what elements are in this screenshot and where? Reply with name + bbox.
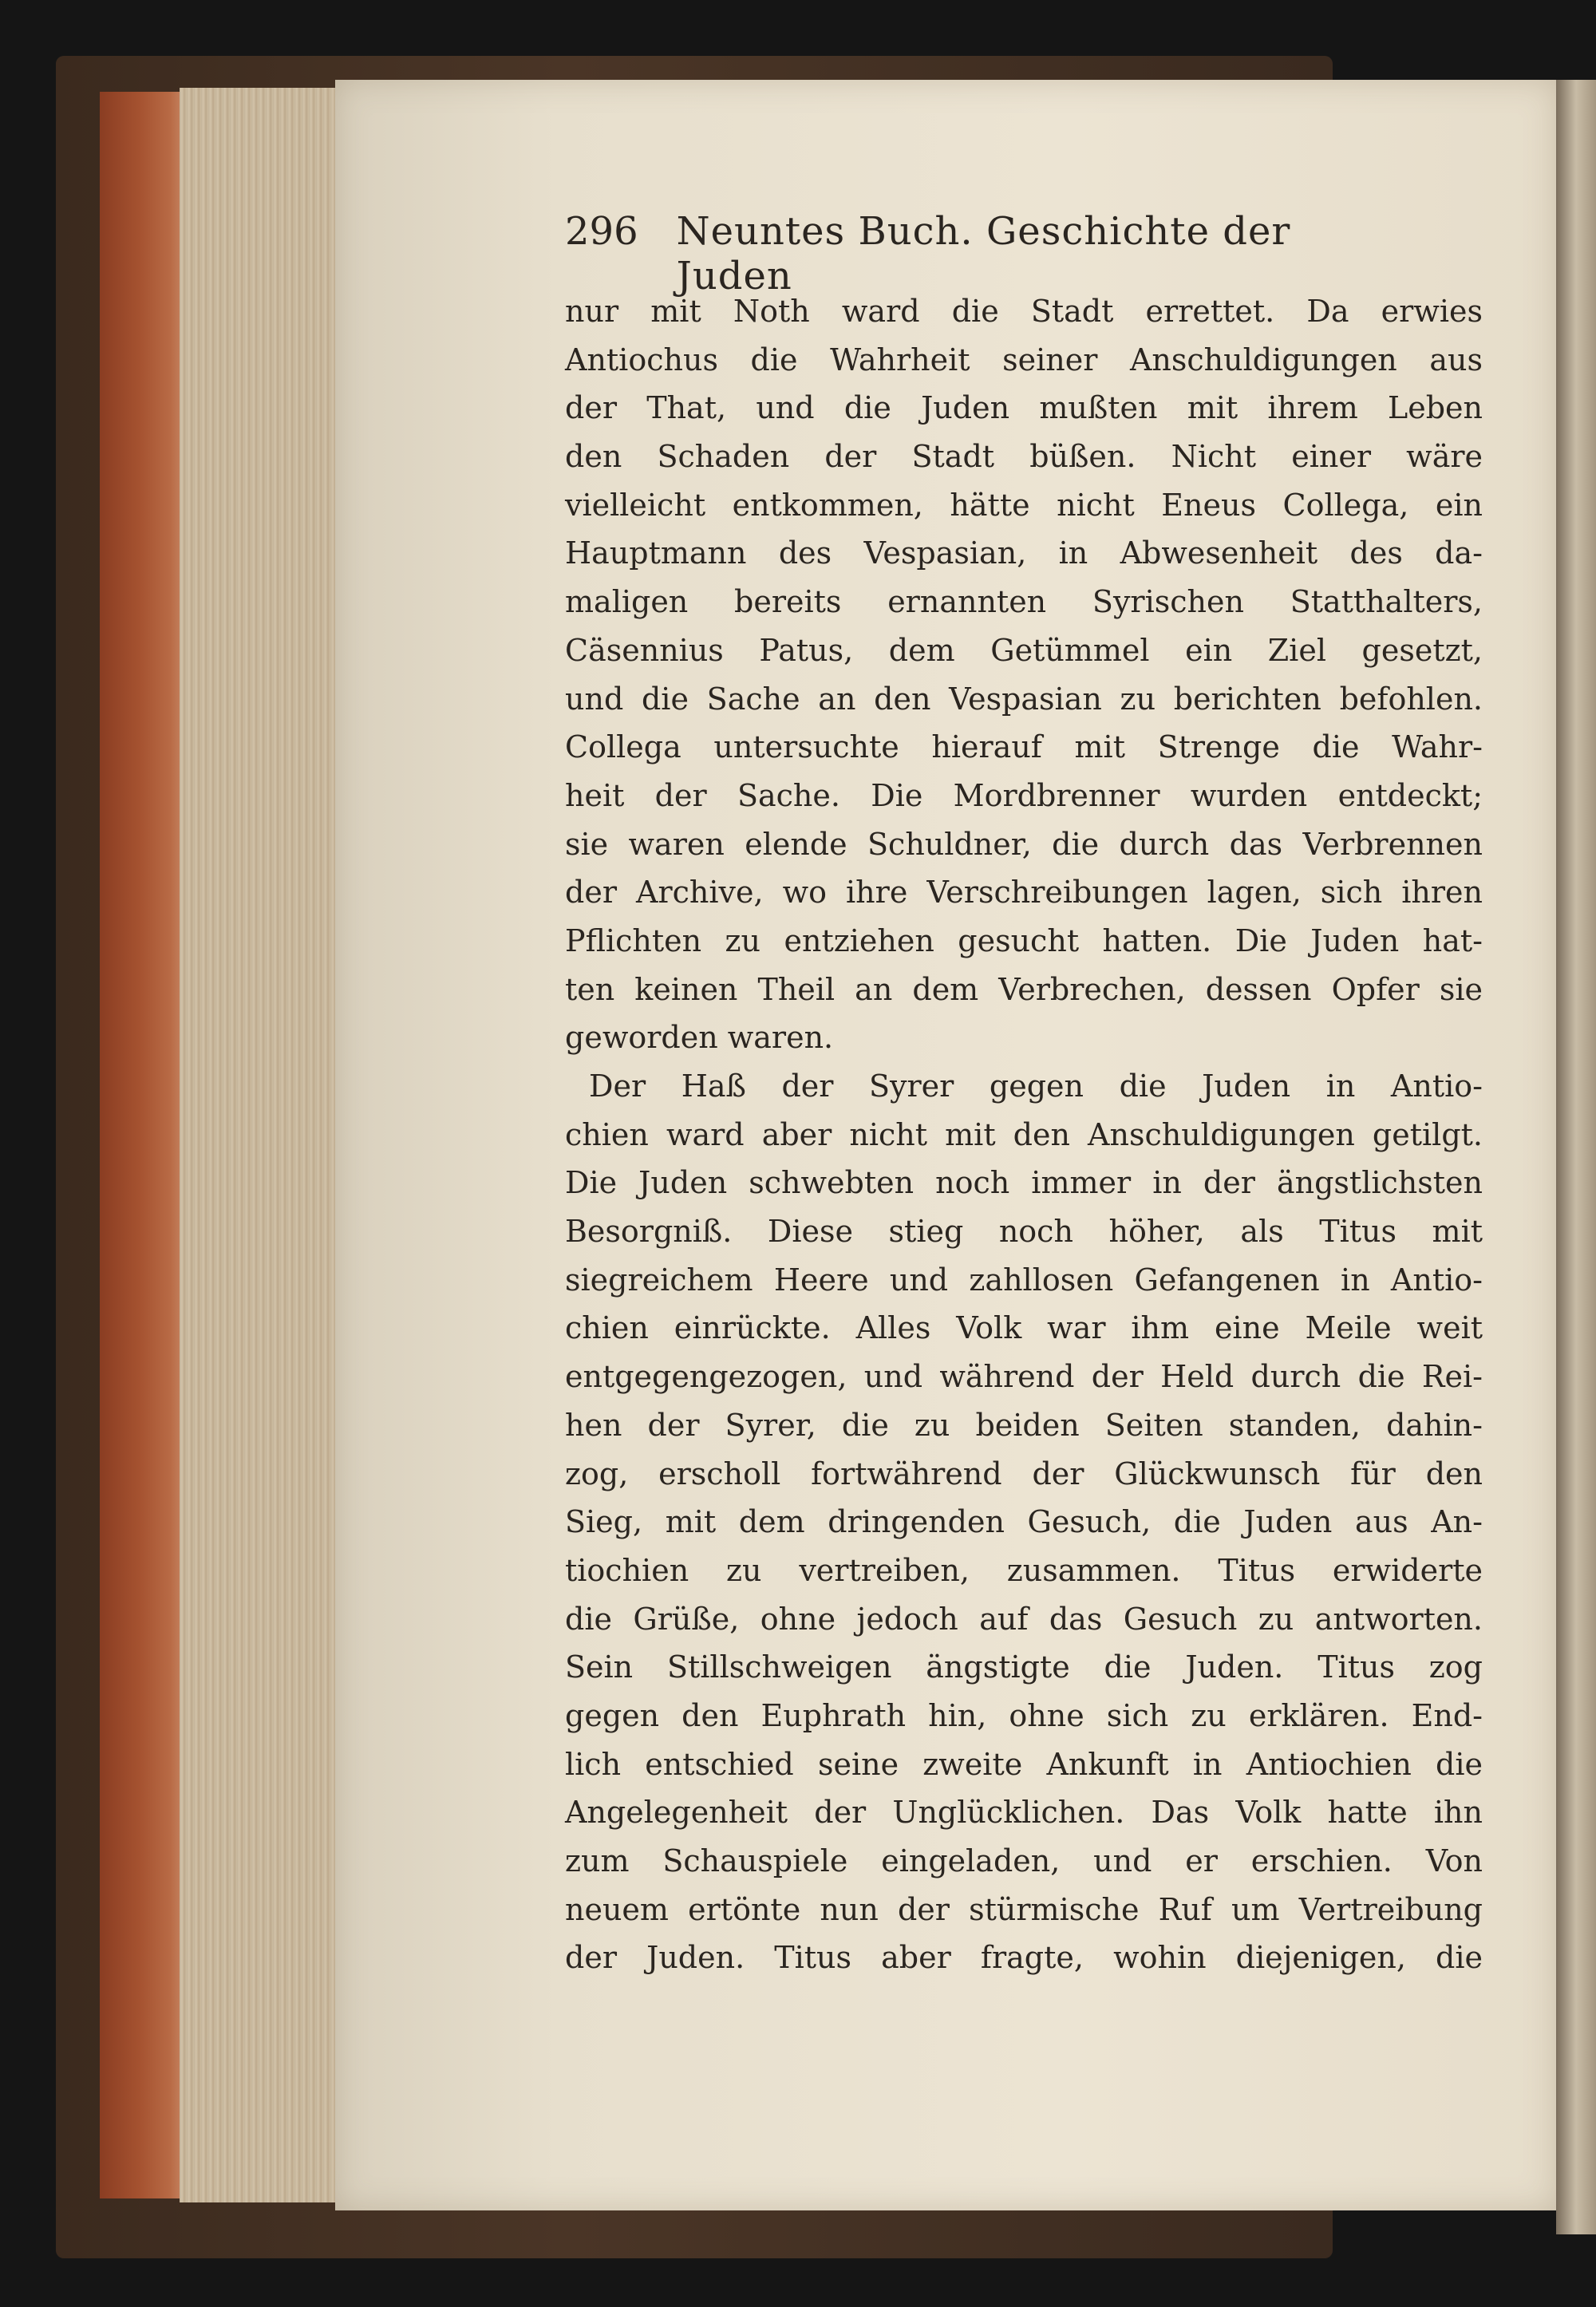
text-line: der Archive, wo ihre Verschreibungen lagen, sich ihren [565,875,1483,911]
text-line: zum Schauspiele eingeladen, und er erschien. Von [565,1843,1483,1878]
text-line: Cäsennius Patus, dem Getümmel ein Ziel gesetzt, [565,632,1483,668]
text-line: der Juden. Titus aber fragte, wohin diejenigen, die [565,1940,1483,1976]
text-line: Angelegenheit der Unglücklichen. Das Volk hatte ihn [565,1795,1483,1831]
text-line: die Grüße, ohne jedoch auf das Gesuch zu antworten. [565,1601,1483,1637]
text-line: chien ward aber nicht mit den Anschuldigungen getilgt. [565,1116,1483,1152]
text-line: Die Juden schwebten noch immer in der ängstlichsten [565,1165,1483,1201]
text-line: ten keinen Theil an dem Verbrechen, dessen Opfer sie [565,971,1483,1007]
body-text [565,287,1483,1982]
running-head: Neuntes Buch. Geschichte der Juden [676,209,1291,298]
text-line: und die Sache an den Vespasian zu berichten befohlen. [565,681,1483,717]
text-line: lich entschied seine zweite Ankunft in Antiochien die [565,1746,1483,1782]
facing-page-edge [1556,80,1596,2234]
text-line: Antiochus die Wahrheit seiner Anschuldigungen aus [565,342,1483,377]
text-line: Collega untersuchte hierauf mit Strenge die Wahr- [565,729,1483,765]
text-line: heit der Sache. Die Mordbrenner wurden entdeckt; [565,777,1483,813]
text-line: tiochien zu vertreiben, zusammen. Titus erwiderte [565,1552,1483,1588]
page-block [180,88,351,2202]
text-line: sie waren elende Schuldner, die durch das Verbrennen [565,826,1483,862]
text-line: nur mit Noth ward die Stadt errettet. Da erwies [565,294,1483,329]
page-number: 296 [565,209,638,254]
text-line: Pflichten zu entziehen gesucht hatten. Die Juden hat- [565,922,1483,958]
text-line: vielleicht entkommen, hätte nicht Eneus Collega, ein [565,487,1483,523]
text-line: hen der Syrer, die zu beiden Seiten standen, dahin- [565,1407,1483,1443]
text-line: den Schaden der Stadt büßen. Nicht einer wäre [565,439,1483,475]
text-line: zog, erscholl fortwährend der Glückwunsch für den [565,1456,1483,1491]
page-header [565,209,1371,298]
text-line: der That, und die Juden mußten mit ihrem Leben [565,390,1483,426]
text-line: Hauptmann des Vespasian, in Abwesenheit des da- [565,535,1483,571]
text-line: geworden waren. [565,1020,834,1056]
text-line: gegen den Euphrath hin, ohne sich zu erklären. End- [565,1697,1483,1733]
text-line: Sieg, mit dem dringenden Gesuch, die Juden aus An- [565,1504,1483,1540]
text-line: maligen bereits ernannten Syrischen Statthalters, [565,584,1483,620]
text-line: Sein Stillschweigen ängstigte die Juden. Titus zog [565,1649,1483,1685]
text-line: chien einrückte. Alles Volk war ihm eine Meile weit [565,1310,1483,1346]
text-line: neuem ertönte nun der stürmische Ruf um Vertreibung [565,1891,1483,1927]
text-line: Der Haß der Syrer gegen die Juden in Antio- [589,1069,1483,1104]
text-line: siegreichem Heere und zahllosen Gefangenen in Antio- [565,1262,1483,1298]
text-line: entgegengezogen, und während der Held durch die Rei- [565,1359,1483,1395]
text-line: Besorgniß. Diese stieg noch höher, als Titus mit [565,1214,1483,1250]
page-edge-red [100,92,188,2198]
